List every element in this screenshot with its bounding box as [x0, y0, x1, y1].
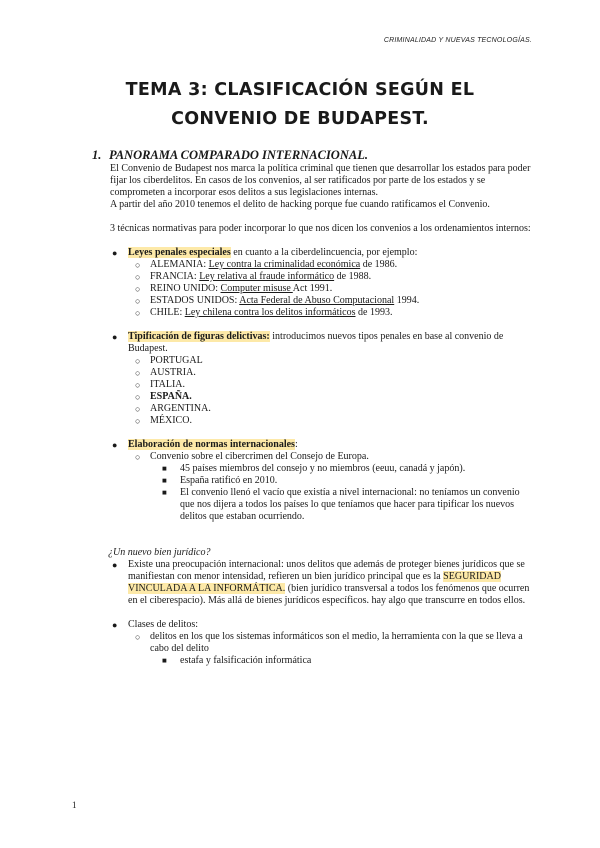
bullet-icon: ● — [112, 248, 118, 258]
bullet-icon: ● — [112, 440, 118, 450]
page-number: 1 — [72, 800, 77, 810]
square-bullet-icon: ■ — [162, 476, 167, 485]
section-intro — [110, 163, 532, 235]
list-item: ○ CHILE: Ley chilena contra los delitos informáticos de 1993. — [135, 307, 393, 318]
law-link[interactable]: Acta Federal de Abuso Computacional — [239, 295, 395, 306]
list-item: ○ Convenio sobre el cibercrimen del Consejo de Europa. ■ 45 países miembros del consejo y no miembros (eeuu, canadá y japón). ■ España ratificó en 2010. ■ El convenio llenó el vacío que existía a nivel internacional: no teníamos un convenio que nos dijera a todos los países lo que teníamos que hacer para tipificar los nuevos delitos que estaban ocurriendo. — [128, 451, 532, 523]
list-item: ○ ESPAÑA. — [135, 391, 192, 402]
highlighted-term: Leyes penales especiales — [128, 247, 231, 258]
list-item: ● Clases de delitos: ○ delitos en los que los sistemas informáticos son el medio, la herramienta con la que se lleva a cabo del delito ■ estafa y falsificación informática — [92, 619, 532, 667]
paragraph: 3 técnicas normativas para poder incorporar lo que nos dicen los convenios a los ordenamientos internos: — [110, 223, 531, 234]
circle-bullet-icon: ○ — [135, 404, 141, 414]
paragraph: A partir del año 2010 tenemos el delito de hacking porque fue cuando ratificamos el Convenio. — [110, 199, 490, 210]
circle-bullet-icon: ○ — [135, 272, 141, 282]
page-title — [60, 76, 540, 134]
circle-bullet-icon: ○ — [135, 380, 141, 390]
circle-bullet-icon: ○ — [135, 368, 141, 378]
highlighted-term: SEGURIDAD VINCULADA A LA INFORMÁTICA. — [128, 571, 501, 594]
list-item: ○ ESTADOS UNIDOS: Acta Federal de Abuso Computacional 1994. — [135, 295, 420, 306]
bullet-icon: ● — [112, 560, 118, 570]
section-heading-text: PANORAMA COMPARADO INTERNACIONAL. — [109, 148, 368, 162]
square-bullet-icon: ■ — [162, 488, 167, 497]
section-heading — [92, 148, 532, 163]
list-item: ■ España ratificó en 2010. — [162, 475, 278, 486]
bullet-icon: ● — [112, 332, 118, 342]
title-line-1: TEMA 3: CLASIFICACIÓN SEGÚN EL — [125, 80, 475, 100]
law-link[interactable]: Ley contra la criminalidad económica — [208, 259, 361, 270]
list-item: ○ ITALIA. — [135, 379, 186, 390]
list-item: ● Leyes penales especiales en cuanto a la ciberdelincuencia, por ejemplo: ○ ALEMANIA: Ley contra la criminalidad económica de 1986. ○ FRANCIA: Ley relativa al fraude informático de 1988. ○ REINO UNIDO: Computer misuse Act 1991. ○ ESTADOS UNIDOS: Acta Federal de Abuso Computacional 1994. ○ CHILE: Ley chilena contra los delitos informáticos de 1993. — [92, 247, 532, 319]
list-item: ■ estafa y falsificación informática — [162, 655, 312, 666]
circle-bullet-icon: ○ — [135, 416, 141, 426]
list-item: ○ ALEMANIA: Ley contra la criminalidad económica de 1986. — [135, 259, 398, 270]
circle-bullet-icon: ○ — [135, 308, 141, 318]
list-item: ● Existe una preocupación internacional: unos delitos que además de proteger bienes jurídicos que se manifiestan con menor intensidad, refieren un bien jurídico principal que es la SEGURIDAD VINCULADA A LA INFORMÁTICA. (bien jurídico transversal a todos los fenómenos que ocurren en el ciberespacio). Más allá de bienes jurídicos específicos. hay algo que transcurre en todos ellos. — [112, 559, 530, 606]
running-header: CRIMINALIDAD Y NUEVAS TECNOLOGÍAS. — [383, 37, 532, 44]
circle-bullet-icon: ○ — [135, 284, 141, 294]
list-item: ■ El convenio llenó el vacío que existía a nivel internacional: no teníamos un convenio que nos dijera a todos los países lo que teníamos que hacer para tipificar los nuevos delitos que estaban ocurriendo. — [162, 487, 520, 522]
technique-list — [92, 247, 532, 523]
circle-bullet-icon: ○ — [135, 296, 141, 306]
circle-bullet-icon: ○ — [135, 356, 141, 366]
highlighted-term: Tipificación de figuras delictivas: — [128, 331, 270, 342]
square-bullet-icon: ■ — [162, 656, 167, 665]
circle-bullet-icon: ○ — [135, 632, 141, 642]
list-item: ○ FRANCIA: Ley relativa al fraude informático de 1988. — [135, 271, 372, 282]
law-link[interactable]: Ley relativa al fraude informático — [199, 271, 335, 282]
law-link[interactable]: Computer misuse — [220, 283, 293, 294]
subheading-question: ¿Un nuevo bien jurídico? — [108, 547, 211, 558]
document-body — [92, 148, 532, 667]
list-item: ○ ARGENTINA. — [135, 403, 211, 414]
list-item: ● Elaboración de normas internacionales: ○ Convenio sobre el cibercrimen del Consejo de Europa. ■ 45 países miembros del consejo y no miembros (eeuu, canadá y japón). ■ España ratificó en 2010. ■ El convenio llenó el vacío que existía a nivel internacional: no teníamos un convenio que nos dijera a todos los países lo que teníamos que hacer para tipificar los nuevos delitos que estaban ocurriendo. — [92, 439, 532, 523]
list-item: ○ AUSTRIA. — [135, 367, 196, 378]
circle-bullet-icon: ○ — [135, 392, 141, 402]
law-link[interactable]: Ley chilena contra los delitos informáticos — [184, 307, 356, 318]
circle-bullet-icon: ○ — [135, 260, 141, 270]
square-bullet-icon: ■ — [162, 464, 167, 473]
section-number: 1. — [92, 148, 102, 162]
list-item: ○ PORTUGAL — [135, 355, 203, 366]
list-item: ● Tipificación de figuras delictivas: introducimos nuevos tipos penales en base al convenio de Budapest. ○ PORTUGAL ○ AUSTRIA. ○ ITALIA. ○ ESPAÑA. ○ ARGENTINA. ○ MÉXICO. — [92, 331, 532, 427]
bullet-icon: ● — [112, 620, 118, 630]
highlighted-term: Elaboración de normas internacionales — [128, 439, 295, 450]
list-item: ○ delitos en los que los sistemas informáticos son el medio, la herramienta con la que se lleva a cabo del delito ■ estafa y falsificación informática — [128, 631, 532, 667]
list-item: ■ 45 países miembros del consejo y no miembros (eeuu, canadá y japón). — [162, 463, 466, 474]
list-item: ○ MÉXICO. — [135, 415, 192, 426]
circle-bullet-icon: ○ — [135, 452, 141, 462]
list-item: ○ REINO UNIDO: Computer misuse Act 1991. — [135, 283, 333, 294]
title-line-2: CONVENIO DE BUDAPEST. — [171, 109, 429, 129]
paragraph: El Convenio de Budapest nos marca la política criminal que tienen que desarrollar los estados para poder fijar los ciberdelitos. En casos de los convenios, al ser ratificados por parte de los estados y se comprometen a incorporar esos delitos a sus legislaciones internas. — [110, 163, 531, 198]
